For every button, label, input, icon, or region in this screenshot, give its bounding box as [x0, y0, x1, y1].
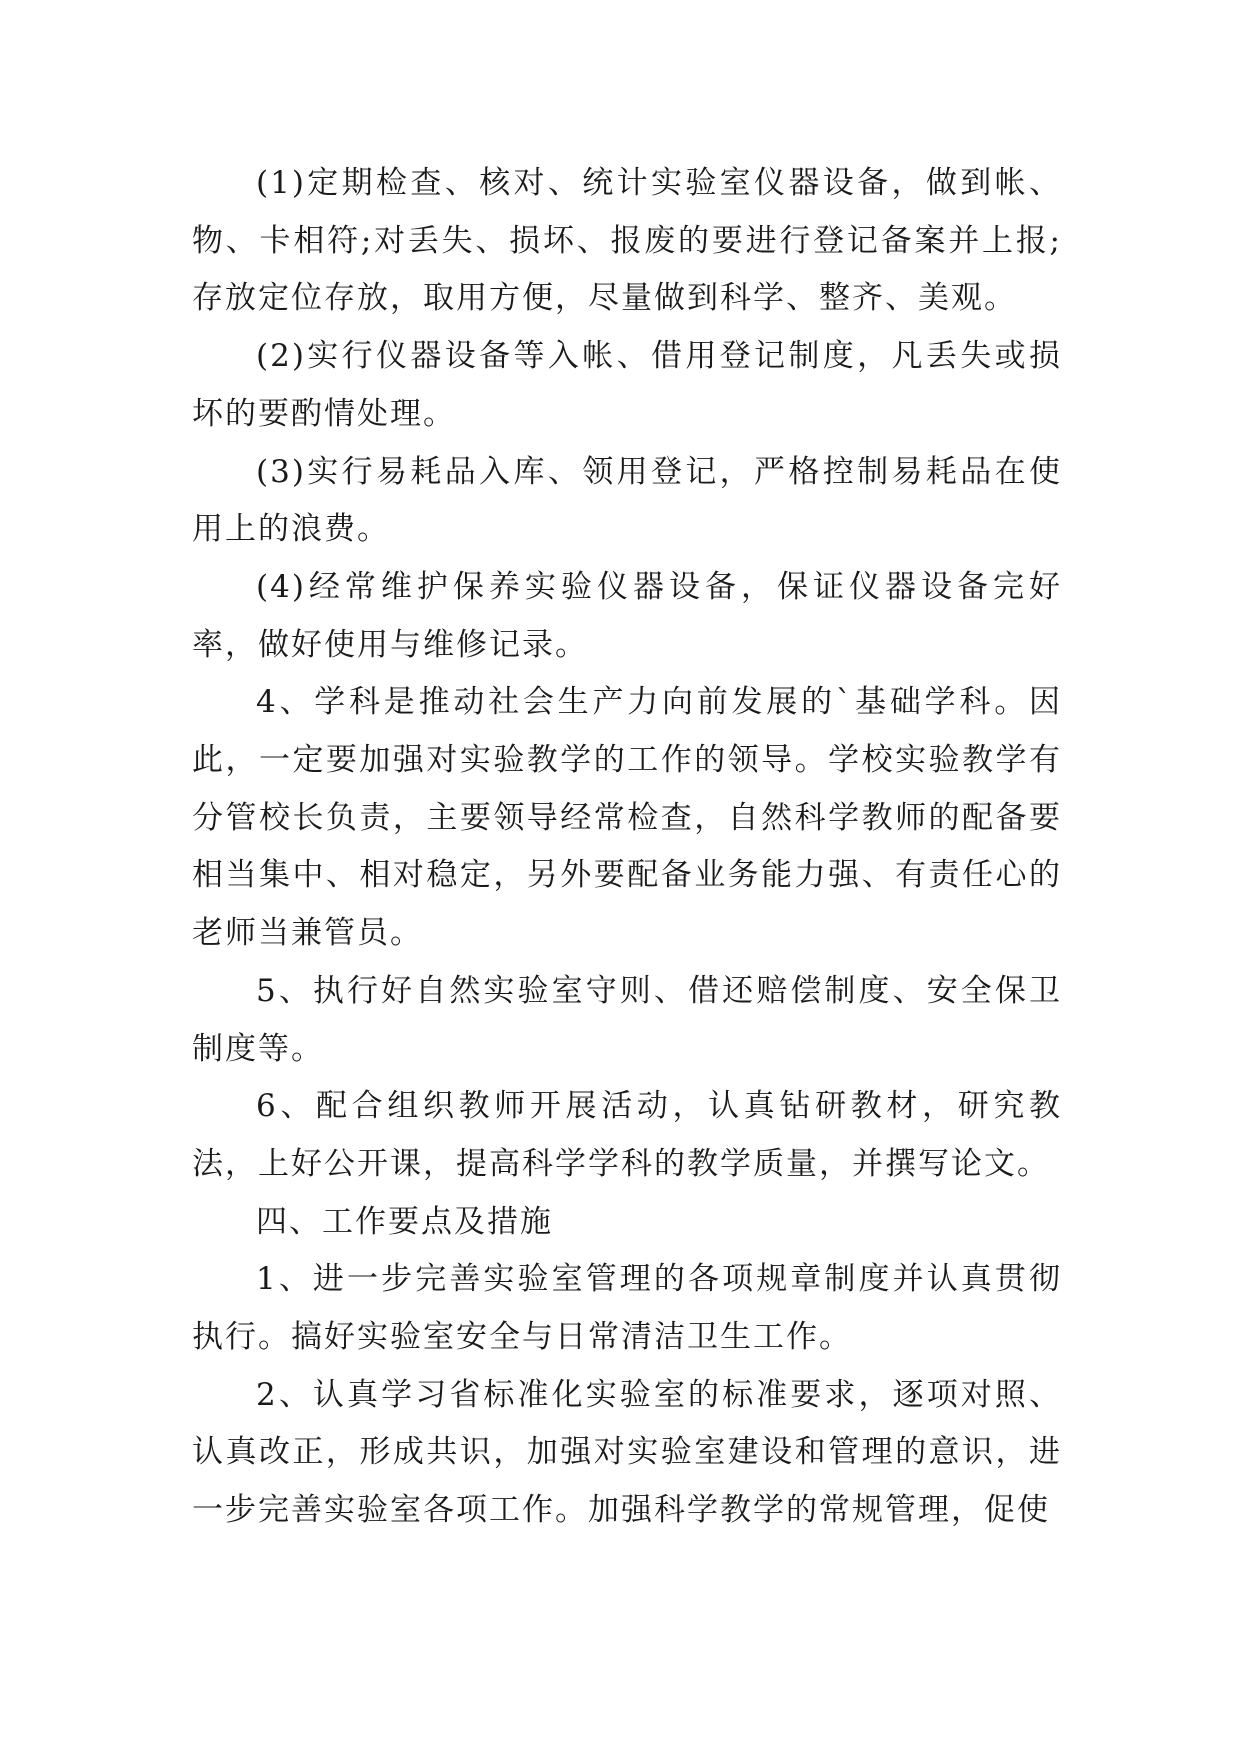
paragraph-item-4: (4)经常维护保养实验仪器设备，保证仪器设备完好率，做好使用与维修记录。	[192, 568, 1062, 663]
paragraph-point-5: 5、执行好自然实验室守则、借还赔偿制度、安全保卫制度等。	[192, 972, 1062, 1067]
paragraph-measure-1: 1、进一步完善实验室管理的各项规章制度并认真贯彻执行。搞好实验室安全与日常清洁卫生工作。	[192, 1261, 1062, 1356]
section-heading: 四、工作要点及措施	[256, 1203, 553, 1240]
paragraph-measure-2: 2、认真学习省标准化实验室的标准要求，逐项对照、认真改正，形成共识，加强对实验室建设和管理的意识，进一步完善实验室各项工作。加强科学教学的常规管理，促使	[192, 1376, 1062, 1529]
document-body	[192, 155, 1062, 1540]
paragraph-point-6: 6、配合组织教师开展活动，认真钻研教材，研究教法，上好公开课，提高科学学科的教学质量，并撰写论文。	[192, 1088, 1062, 1182]
paragraph-item-3: (3)实行易耗品入库、领用登记，严格控制易耗品在使用上的浪费。	[192, 453, 1062, 548]
paragraph-point-4: 4、学科是推动社会生产力向前发展的`基础学科。因此，一定要加强对实验教学的工作的领导。学校实验教学有分管校长负责，主要领导经常检查，自然科学教师的配备要相当集中、相对稳定，另外要配备业务能力强、有责任心的老师当兼管员。	[192, 684, 1062, 952]
paragraph-item-1: (1)定期检查、核对、统计实验室仪器设备，做到帐、物、卡相符;对丢失、损坏、报废的要进行登记备案并上报;存放定位存放，取用方便，尽量做到科学、整齐、美观。	[192, 165, 1062, 317]
paragraph-item-2: (2)实行仪器设备等入帐、借用登记制度，凡丢失或损坏的要酌情处理。	[192, 338, 1062, 432]
